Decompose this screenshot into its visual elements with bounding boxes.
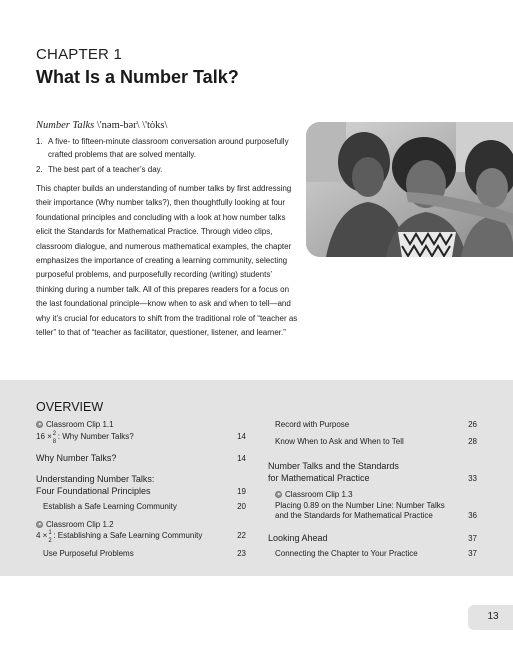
page-number: 13	[487, 611, 499, 622]
fraction-numerator: 2	[52, 431, 57, 437]
toc-clip-label: Classroom Clip 1.3	[285, 490, 353, 499]
toc-page-number: 14	[237, 432, 246, 441]
toc-title: Why Number Talks?	[36, 453, 117, 463]
toc-title: Record with Purpose	[275, 420, 350, 429]
definition-item-text: The best part of a teacher’s day.	[48, 165, 163, 174]
toc-standards[interactable]	[268, 473, 477, 484]
definition-item	[36, 163, 294, 176]
students-photo	[306, 122, 513, 257]
toc-clip-1-1-title[interactable]	[36, 431, 246, 445]
toc-page-number: 33	[468, 474, 477, 483]
toc-purposeful-problems[interactable]	[43, 548, 246, 559]
toc-page-number: 14	[237, 454, 246, 463]
toc-page-number: 26	[468, 420, 477, 429]
toc-page-number: 37	[468, 534, 477, 543]
toc-standards-line1[interactable]: Number Talks and the Standards	[268, 461, 399, 471]
toc-clip-1-3[interactable]	[275, 510, 477, 521]
toc-title: for Mathematical Practice	[268, 473, 370, 483]
definition-item-text: A five- to fifteen-minute classroom conversation around purposefully crafted problems that are solved mentally.	[48, 137, 289, 159]
definition-pronunciation: \'nəm-bər\ \'tȯks\	[96, 120, 168, 131]
definition-heading	[36, 120, 167, 131]
toc-safe-community[interactable]	[43, 501, 246, 512]
toc-title: Connecting the Chapter to Your Practice	[275, 549, 418, 558]
toc-title: Establish a Safe Learning Community	[43, 502, 177, 511]
toc-clip-1-3-label[interactable]	[275, 489, 477, 500]
toc-title: Four Foundational Principles	[36, 486, 151, 496]
video-clip-icon	[36, 421, 43, 428]
toc-title: Know When to Ask and When to Tell	[275, 437, 404, 446]
toc-clip-1-2-title[interactable]	[36, 530, 246, 544]
toc-looking-ahead[interactable]	[268, 533, 477, 544]
toc-page-number: 37	[468, 549, 477, 558]
toc-title: Use Purposeful Problems	[43, 549, 134, 558]
toc-page-number: 20	[237, 502, 246, 511]
toc-understanding-line1[interactable]: Understanding Number Talks:	[36, 474, 155, 484]
toc-title: and the Standards for Mathematical Practice	[275, 511, 433, 520]
definition-term: Number Talks	[36, 120, 95, 131]
definition-item-number: 2.	[36, 165, 43, 174]
toc-record-purpose[interactable]	[275, 419, 477, 430]
toc-page-number: 23	[237, 549, 246, 558]
intro-paragraph: This chapter builds an understanding of number talks by first addressing their importance (Why number talks?), then thoughtfully looking at four foundational principles and concluding with a look at how number talks elicit the Standards for Mathematical Practice. Through video clips, classroom dialogue, and numerous mathematical examples, the chapter emphasizes the importance of creating a learning community, selecting purposeful problems, and purposefully recording (writing) students’ thinking during a number talk. All of this prepares readers for a focus on the last foundational principle—know when to ask and when to tell—and why it’s crucial for educators to shift from the traditional role of “teacher as teller” to that of “teacher as facilitator, questioner, listener, and learner.”	[36, 184, 298, 338]
fraction-numerator: 1	[48, 530, 52, 536]
toc-page-number: 36	[468, 511, 477, 520]
toc-why-number-talks[interactable]	[36, 453, 246, 464]
overview-title: OVERVIEW	[36, 400, 104, 414]
toc-know-when[interactable]	[275, 436, 477, 447]
toc-clip-1-3-line1[interactable]: Placing 0.89 on the Number Line: Number Talks	[275, 501, 445, 510]
toc-clip-1-1-label[interactable]	[36, 419, 246, 430]
toc-clip-pre: 4 ×	[36, 531, 48, 540]
toc-clip-label: Classroom Clip 1.1	[46, 420, 114, 429]
fraction-denominator: 8	[52, 439, 57, 445]
toc-clip-label: Classroom Clip 1.2	[46, 520, 114, 529]
toc-clip-pre: 16 ×	[36, 432, 52, 441]
fraction-denominator: 2	[48, 538, 52, 544]
toc-clip-post: : Establishing a Safe Learning Community	[53, 531, 203, 540]
toc-page-number: 19	[237, 487, 246, 496]
definition-list	[36, 135, 294, 176]
definition-item-number: 1.	[36, 137, 43, 146]
toc-title: Looking Ahead	[268, 533, 328, 543]
toc-page-number: 28	[468, 437, 477, 446]
fraction	[52, 431, 58, 445]
toc-clip-1-2-label[interactable]	[36, 519, 246, 530]
fraction	[47, 530, 53, 544]
chapter-label: CHAPTER 1	[36, 46, 122, 63]
definition-item	[36, 135, 294, 161]
video-clip-icon	[36, 521, 43, 528]
video-clip-icon	[275, 491, 282, 498]
toc-connecting[interactable]	[275, 548, 477, 559]
chapter-title: What Is a Number Talk?	[36, 67, 239, 87]
toc-understanding[interactable]	[36, 486, 246, 497]
toc-clip-post: : Why Number Talks?	[57, 432, 134, 441]
toc-page-number: 22	[237, 531, 246, 540]
